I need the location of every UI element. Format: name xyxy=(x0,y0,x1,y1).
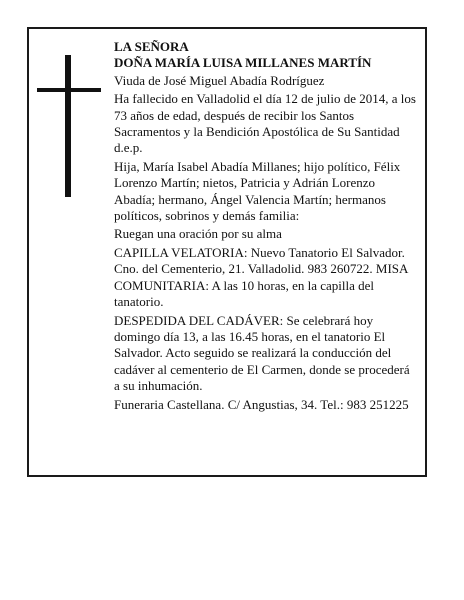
chapel-info: CAPILLA VELATORIA: Nuevo Tanatorio El Salvador. Cno. del Cementerio, 21. Valladolid. 983 260722. MISA COMUNITARIA: A las 10 horas, en la capilla del tanatorio. xyxy=(114,244,408,310)
notice-title: LA SEÑORA xyxy=(114,39,189,54)
latin-cross-icon xyxy=(37,55,101,197)
family-list: Hija, María Isabel Abadía Millanes; hijo político, Félix Lorenzo Martín; nietos, Patricia y Adrián Lorenzo Abadía; hermano, Ángel Valencia Martín; hermanos políticos, sobrinos y demás familia: xyxy=(114,158,401,224)
deceased-name: DOÑA MARÍA LUISA MILLANES MARTÍN xyxy=(114,55,372,71)
obituary-text xyxy=(114,39,418,415)
widow-of-line: Viuda de José Miguel Abadía Rodríguez xyxy=(114,72,325,88)
cross-horizontal-bar xyxy=(37,88,101,92)
death-announcement: Ha fallecido en Valladolid el día 12 de julio de 2014, a los 73 años de edad, después de recibir los Santos Sacramentos y la Bendición Apostólica de Su Santidad d.e.p. xyxy=(114,91,416,156)
farewell-info: DESPEDIDA DEL CADÁVER: Se celebrará hoy domingo día 13, a las 16.45 horas, en el tanatorio El Salvador. Acto seguido se realizará la conducción del cadáver al cementerio de El Carmen, donde se procederá a su inhumación. xyxy=(114,312,410,394)
prayer-request: Ruegan una oración por su alma xyxy=(114,226,282,242)
cross-vertical-bar xyxy=(65,55,71,197)
funeral-home-info: Funeraria Castellana. C/ Angustias, 34. Tel.: 983 251225 xyxy=(114,396,409,412)
